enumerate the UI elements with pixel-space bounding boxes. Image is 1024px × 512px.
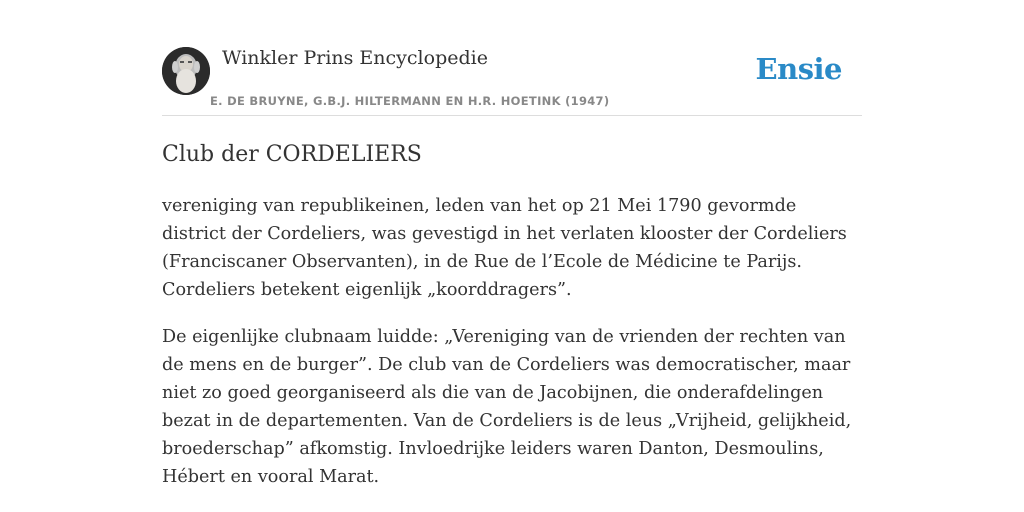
article-paragraph: vereniging van republikeinen, leden van het op 21 Mei 1790 gevormde district der Cordeliers, was gevestigd in het verlaten klooster der Cordeliers (Franciscaner Observanten), in de Rue de l’Ecole de Médicine te Parijs. Cordeliers betekent eigenlijk „koorddragers”.	[162, 196, 847, 300]
header	[162, 0, 862, 116]
article-paragraph: De eigenlijke clubnaam luidde: „Vereniging van de vrienden der rechten van de mens en de burger”. De club van de Cordeliers was democratischer, maar niet zo goed georganiseerd als die van de Jacobijnen, die onderafdelingen bezat in de departementen. Van de Cordeliers is de leus „Vrijheid, gelijkheid, broederschap” afkomstig. Invloedrijke leiders waren Danton, Desmoulins, Hébert en vooral Marat.	[162, 327, 852, 487]
avatar[interactable]	[162, 47, 210, 95]
article-title: Club der CORDELIERS	[162, 142, 422, 167]
portrait-image	[162, 47, 210, 95]
page	[162, 0, 862, 512]
brand-logo[interactable]: Ensie	[755, 52, 842, 86]
authors-line: E. DE BRUYNE, G.B.J. HILTERMANN EN H.R. HOETINK (1947)	[210, 94, 610, 108]
article-body	[162, 192, 862, 510]
site-title[interactable]: Winkler Prins Encyclopedie	[222, 47, 488, 69]
